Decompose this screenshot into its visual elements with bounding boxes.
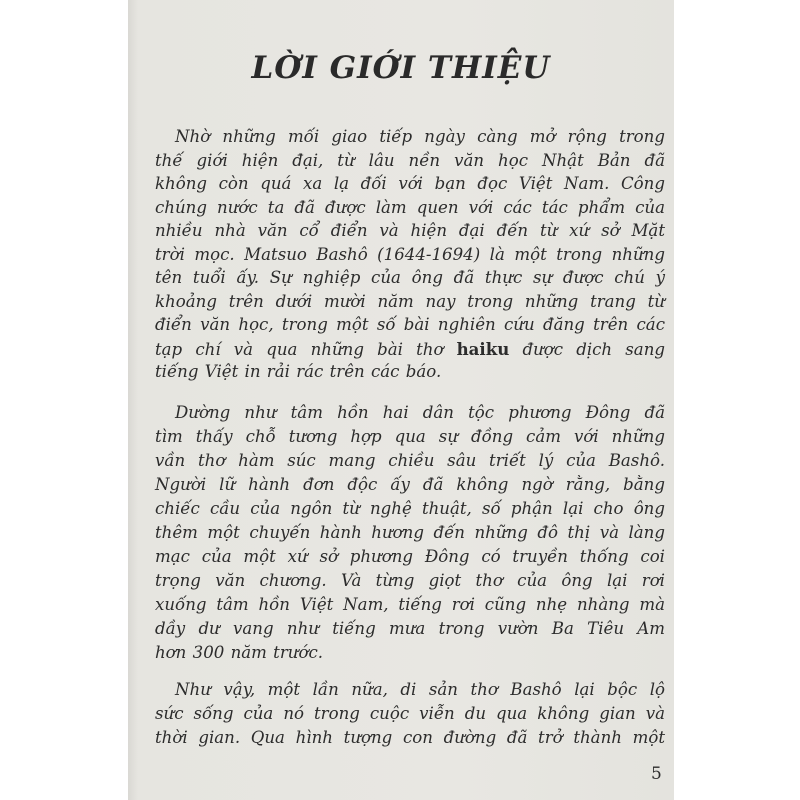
bold-term: haiku [456,338,510,359]
text-line: Người lữ hành đơn độc ấy đã không ngờ rằng, bằng [155,475,665,494]
text-line: xuống tâm hồn Việt Nam, tiếng rơi cũng nhẹ nhàng mà [155,595,665,614]
text-line: tiếng Việt in rải rác trên các báo. [155,362,442,381]
text-line: Như vậy, một lần nữa, di sản thơ Bashô lại bộc lộ [175,680,665,699]
text-line [155,337,665,361]
text-line: dầy dư vang như tiếng mưa trong vườn Ba Tiêu Am [155,619,665,638]
text-line: thế giới hiện đại, từ lâu nền văn học Nhật Bản đã [155,150,665,170]
text-line: mạc của một xứ sở phương Đông có truyền thống coi [155,547,665,566]
text-line: khoảng trên dưới mười năm nay trong những trang từ [155,291,665,311]
text-line: hơn 300 năm trước. [155,643,324,662]
book-page [128,0,674,800]
text-line: chiếc cầu của ngôn từ nghệ thuật, số phận lại cho ông [155,499,665,518]
page-title: LỜI GIỚI THIỆU [251,50,551,86]
text-line: trời mọc. Matsuo Bashô (1644-1694) là một trong những [155,244,665,264]
text-line: chúng nước ta đã được làm quen với các tác phẩm của [155,197,665,217]
text-segment: tạp chí và qua những bài thơ [155,339,457,359]
page-number: 5 [651,764,662,784]
text-line: vần thơ hàm súc mang chiều sâu triết lý của Bashô. [155,451,665,470]
text-line: thêm một chuyến hành hương đến những đô thị và làng [155,523,665,542]
text-line: tìm thấy chỗ tương hợp qua sự đồng cảm với những [155,427,665,446]
text-line: nhiều nhà văn cổ điển và hiện đại đến từ xứ sở Mặt [155,221,665,240]
text-line: thời gian. Qua hình tượng con đường đã trở thành một [155,728,665,747]
text-line: tên tuổi ấy. Sự nghiệp của ông đã thực sự được chú ý [155,268,665,287]
text-segment: được dịch sang [509,339,665,359]
text-line: sức sống của nó trong cuộc viễn du qua không gian và [155,704,665,723]
text-line: Nhờ những mối giao tiếp ngày càng mở rộng trong [175,127,665,146]
text-line: điển văn học, trong một số bài nghiên cứu đăng trên các [155,315,665,334]
text-line: Dường như tâm hồn hai dân tộc phương Đông đã [175,403,665,422]
text-line: trọng văn chương. Và từng giọt thơ của ông lại rơi [155,571,665,590]
text-line: không còn quá xa lạ đối với bạn đọc Việt Nam. Công [155,174,665,193]
